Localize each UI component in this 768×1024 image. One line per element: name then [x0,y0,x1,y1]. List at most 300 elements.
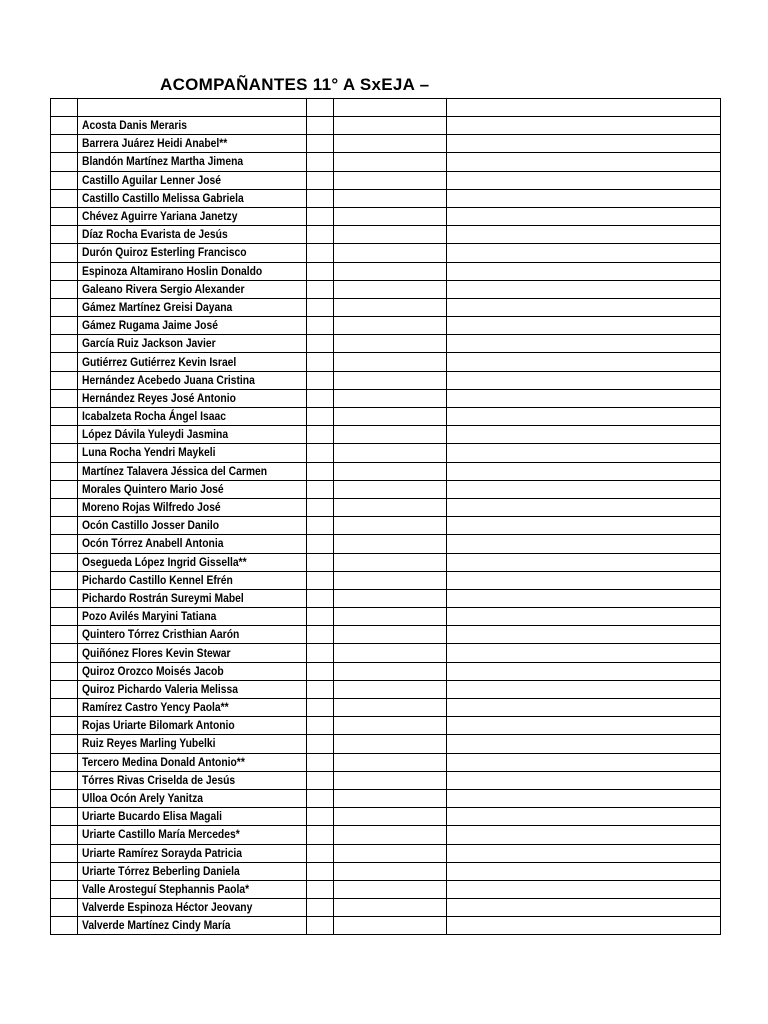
row-number-cell [51,389,78,407]
mark-cell [307,680,334,698]
row-number-cell [51,135,78,153]
row-number-cell [51,517,78,535]
header-cell-number [51,99,78,117]
blank-cell-b [334,226,447,244]
blank-cell-c [447,498,721,516]
mark-cell [307,880,334,898]
student-name: Valverde Espinoza Héctor Jeovany [82,900,253,915]
row-number-cell [51,789,78,807]
student-name-cell [78,626,307,644]
student-name: Ocón Castillo Josser Danilo [82,518,220,533]
blank-cell-b [334,917,447,935]
mark-cell [307,480,334,498]
blank-cell-c [447,771,721,789]
table-row [51,808,721,826]
blank-cell-c [447,117,721,135]
student-name-cell [78,644,307,662]
student-name-cell [78,226,307,244]
table-row [51,498,721,516]
student-name: Martínez Talavera Jéssica del Carmen [82,463,268,478]
blank-cell-b [334,189,447,207]
table-row [51,189,721,207]
table-row [51,226,721,244]
table-row [51,899,721,917]
row-number-cell [51,408,78,426]
student-name: Uriarte Castillo María Mercedes* [82,827,240,842]
blank-cell-b [334,480,447,498]
mark-cell [307,117,334,135]
header-cell-column-b [334,99,447,117]
mark-cell [307,826,334,844]
mark-cell [307,608,334,626]
mark-cell [307,699,334,717]
row-number-cell [51,553,78,571]
student-name: Uriarte Ramírez Sorayda Patricia [82,845,243,860]
student-name: Gámez Martínez Greisi Dayana [82,299,233,314]
mark-cell [307,571,334,589]
student-name-cell [78,862,307,880]
mark-cell [307,789,334,807]
student-name-cell [78,553,307,571]
mark-cell [307,189,334,207]
header-cell-mark [307,99,334,117]
blank-cell-c [447,353,721,371]
student-name-cell [78,353,307,371]
blank-cell-c [447,444,721,462]
header-row [51,99,721,117]
row-number-cell [51,899,78,917]
table-row [51,517,721,535]
mark-cell [307,298,334,316]
student-name-cell [78,189,307,207]
student-name: Acosta Danis Meraris [82,118,187,133]
blank-cell-c [447,207,721,225]
blank-cell-c [447,644,721,662]
table-row [51,844,721,862]
student-name: Espinoza Altamirano Hoslin Donaldo [82,263,263,278]
blank-cell-c [447,571,721,589]
table-row [51,535,721,553]
mark-cell [307,335,334,353]
mark-cell [307,589,334,607]
blank-cell-c [447,880,721,898]
student-name: Pozo Avilés Maryini Tatiana [82,609,217,624]
table-row [51,135,721,153]
blank-cell-b [334,589,447,607]
table-row [51,280,721,298]
student-name-cell [78,117,307,135]
student-name: López Dávila Yuleydi Jasmina [82,427,229,442]
table-row [51,408,721,426]
blank-cell-c [447,389,721,407]
row-number-cell [51,444,78,462]
student-name: Ulloa Ocón Arely Yanitza [82,791,204,806]
student-name: Barrera Juárez Heidi Anabel** [82,136,228,151]
row-number-cell [51,207,78,225]
row-number-cell [51,844,78,862]
row-number-cell [51,862,78,880]
blank-cell-c [447,298,721,316]
blank-cell-b [334,244,447,262]
blank-cell-c [447,826,721,844]
row-number-cell [51,480,78,498]
blank-cell-b [334,389,447,407]
student-name-cell [78,589,307,607]
student-name-cell [78,717,307,735]
blank-cell-b [334,280,447,298]
blank-cell-c [447,789,721,807]
student-name-cell [78,171,307,189]
student-name: Tórres Rivas Criselda de Jesús [82,772,236,787]
student-name: Valverde Martínez Cindy María [82,918,231,933]
blank-cell-b [334,862,447,880]
student-name-cell [78,135,307,153]
mark-cell [307,862,334,880]
mark-cell [307,135,334,153]
table-row [51,753,721,771]
student-name-cell [78,426,307,444]
blank-cell-b [334,207,447,225]
student-name: Durón Quiroz Esterling Francisco [82,245,247,260]
blank-cell-c [447,608,721,626]
table-row [51,589,721,607]
blank-cell-b [334,899,447,917]
mark-cell [307,371,334,389]
table-row [51,789,721,807]
blank-cell-c [447,262,721,280]
student-name: Moreno Rojas Wilfredo José [82,500,221,515]
student-name: Rojas Uriarte Bilomark Antonio [82,718,235,733]
blank-cell-b [334,444,447,462]
student-name: Morales Quintero Mario José [82,481,224,496]
blank-cell-b [334,789,447,807]
blank-cell-b [334,771,447,789]
table-row [51,444,721,462]
student-name: Luna Rocha Yendri Maykeli [82,445,216,460]
table-row [51,462,721,480]
student-name: Galeano Rivera Sergio Alexander [82,281,245,296]
student-name: Castillo Aguilar Lenner José [82,172,221,187]
mark-cell [307,498,334,516]
blank-cell-b [334,517,447,535]
blank-cell-b [334,626,447,644]
blank-cell-c [447,680,721,698]
student-name: Hernández Acebedo Juana Cristina [82,372,255,387]
blank-cell-b [334,717,447,735]
roster-body [51,99,721,935]
row-number-cell [51,353,78,371]
row-number-cell [51,717,78,735]
student-name-cell [78,826,307,844]
table-row [51,699,721,717]
student-name: Uriarte Tórrez Beberling Daniela [82,863,240,878]
student-name-cell [78,389,307,407]
mark-cell [307,626,334,644]
row-number-cell [51,317,78,335]
table-row [51,153,721,171]
table-row [51,680,721,698]
mark-cell [307,244,334,262]
mark-cell [307,517,334,535]
blank-cell-b [334,753,447,771]
blank-cell-b [334,608,447,626]
student-name-cell [78,789,307,807]
table-row [51,880,721,898]
student-name-cell [78,371,307,389]
student-name-cell [78,535,307,553]
mark-cell [307,662,334,680]
student-name: Blandón Martínez Martha Jimena [82,154,244,169]
student-name: Díaz Rocha Evarista de Jesús [82,227,228,242]
header-cell-name [78,99,307,117]
row-number-cell [51,880,78,898]
blank-cell-c [447,717,721,735]
mark-cell [307,317,334,335]
row-number-cell [51,589,78,607]
mark-cell [307,262,334,280]
row-number-cell [51,498,78,516]
student-name: Pichardo Rostrán Sureymi Mabel [82,590,244,605]
row-number-cell [51,735,78,753]
row-number-cell [51,608,78,626]
row-number-cell [51,917,78,935]
table-row [51,917,721,935]
page-title: ACOMPAÑANTES 11° A SxEJA – [160,75,430,94]
table-row [51,571,721,589]
blank-cell-c [447,153,721,171]
mark-cell [307,735,334,753]
blank-cell-b [334,880,447,898]
mark-cell [307,844,334,862]
student-name-cell [78,662,307,680]
student-name: Tercero Medina Donald Antonio** [82,754,245,769]
student-name-cell [78,480,307,498]
table-row [51,553,721,571]
mark-cell [307,408,334,426]
student-name: Valle Arosteguí Stephannis Paola* [82,881,250,896]
blank-cell-b [334,408,447,426]
student-name-cell [78,699,307,717]
student-name: Pichardo Castillo Kennel Efrén [82,572,233,587]
row-number-cell [51,335,78,353]
row-number-cell [51,280,78,298]
student-name-cell [78,244,307,262]
blank-cell-b [334,135,447,153]
blank-cell-b [334,699,447,717]
mark-cell [307,644,334,662]
blank-cell-b [334,644,447,662]
student-name: Ramírez Castro Yency Paola** [82,700,229,715]
mark-cell [307,462,334,480]
table-row [51,426,721,444]
row-number-cell [51,262,78,280]
blank-cell-c [447,662,721,680]
blank-cell-c [447,462,721,480]
blank-cell-c [447,808,721,826]
blank-cell-b [334,535,447,553]
student-name-cell [78,207,307,225]
blank-cell-b [334,662,447,680]
student-name-cell [78,753,307,771]
blank-cell-b [334,117,447,135]
student-name-cell [78,262,307,280]
blank-cell-c [447,899,721,917]
mark-cell [307,426,334,444]
student-name-cell [78,335,307,353]
table-row [51,717,721,735]
table-row [51,662,721,680]
mark-cell [307,808,334,826]
blank-cell-c [447,735,721,753]
student-name-cell [78,408,307,426]
mark-cell [307,753,334,771]
student-name: García Ruiz Jackson Javier [82,336,216,351]
table-row [51,335,721,353]
student-name: Icabalzeta Rocha Ángel Isaac [82,409,226,424]
student-name-cell [78,899,307,917]
blank-cell-b [334,371,447,389]
student-name: Hernández Reyes José Antonio [82,390,236,405]
student-name: Quintero Tórrez Cristhian Aarón [82,627,240,642]
blank-cell-c [447,408,721,426]
row-number-cell [51,699,78,717]
student-name-cell [78,844,307,862]
row-number-cell [51,662,78,680]
mark-cell [307,444,334,462]
mark-cell [307,353,334,371]
blank-cell-b [334,298,447,316]
student-name-cell [78,317,307,335]
blank-cell-b [334,462,447,480]
blank-cell-b [334,498,447,516]
table-row [51,317,721,335]
row-number-cell [51,571,78,589]
mark-cell [307,771,334,789]
student-name-cell [78,571,307,589]
table-row [51,389,721,407]
blank-cell-b [334,844,447,862]
row-number-cell [51,153,78,171]
row-number-cell [51,753,78,771]
table-row [51,353,721,371]
table-row [51,207,721,225]
table-row [51,117,721,135]
student-name-cell [78,517,307,535]
mark-cell [307,899,334,917]
student-name-cell [78,608,307,626]
row-number-cell [51,535,78,553]
blank-cell-c [447,371,721,389]
blank-cell-c [447,335,721,353]
blank-cell-c [447,517,721,535]
student-name: Gutiérrez Gutiérrez Kevin Israel [82,354,237,369]
row-number-cell [51,680,78,698]
mark-cell [307,389,334,407]
blank-cell-b [334,171,447,189]
blank-cell-c [447,699,721,717]
student-name: Quiroz Orozco Moisés Jacob [82,663,224,678]
blank-cell-c [447,226,721,244]
blank-cell-c [447,135,721,153]
student-name: Quiroz Pichardo Valeria Melissa [82,681,239,696]
student-name-cell [78,880,307,898]
blank-cell-c [447,244,721,262]
row-number-cell [51,117,78,135]
blank-cell-b [334,680,447,698]
table-row [51,298,721,316]
blank-cell-c [447,626,721,644]
blank-cell-b [334,735,447,753]
mark-cell [307,280,334,298]
student-name-cell [78,680,307,698]
mark-cell [307,153,334,171]
blank-cell-b [334,335,447,353]
blank-cell-b [334,353,447,371]
mark-cell [307,917,334,935]
blank-cell-c [447,426,721,444]
row-number-cell [51,244,78,262]
table-row [51,171,721,189]
student-name-cell [78,462,307,480]
blank-cell-c [447,917,721,935]
blank-cell-b [334,317,447,335]
table-row [51,771,721,789]
blank-cell-c [447,753,721,771]
student-name: Osegueda López Ingrid Gissella** [82,554,247,569]
row-number-cell [51,371,78,389]
blank-cell-c [447,862,721,880]
header-cell-column-c [447,99,721,117]
row-number-cell [51,826,78,844]
blank-cell-c [447,535,721,553]
row-number-cell [51,426,78,444]
row-number-cell [51,462,78,480]
blank-cell-b [334,826,447,844]
student-name: Ruiz Reyes Marling Yubelki [82,736,216,751]
row-number-cell [51,626,78,644]
row-number-cell [51,298,78,316]
student-name-cell [78,444,307,462]
student-name: Chévez Aguirre Yariana Janetzy [82,209,238,224]
student-name: Ocón Tórrez Anabell Antonia [82,536,224,551]
student-name-cell [78,771,307,789]
mark-cell [307,171,334,189]
table-row [51,626,721,644]
mark-cell [307,535,334,553]
blank-cell-b [334,553,447,571]
mark-cell [307,553,334,571]
blank-cell-c [447,171,721,189]
student-name-cell [78,917,307,935]
student-name-cell [78,498,307,516]
row-number-cell [51,226,78,244]
row-number-cell [51,189,78,207]
student-name-cell [78,298,307,316]
table-row [51,608,721,626]
student-name: Quiñónez Flores Kevin Stewar [82,645,231,660]
student-name: Castillo Castillo Melissa Gabriela [82,190,244,205]
blank-cell-b [334,808,447,826]
table-row [51,244,721,262]
mark-cell [307,717,334,735]
blank-cell-c [447,317,721,335]
table-row [51,735,721,753]
roster-table [50,98,721,935]
blank-cell-c [447,553,721,571]
blank-cell-c [447,589,721,607]
blank-cell-c [447,189,721,207]
blank-cell-b [334,426,447,444]
